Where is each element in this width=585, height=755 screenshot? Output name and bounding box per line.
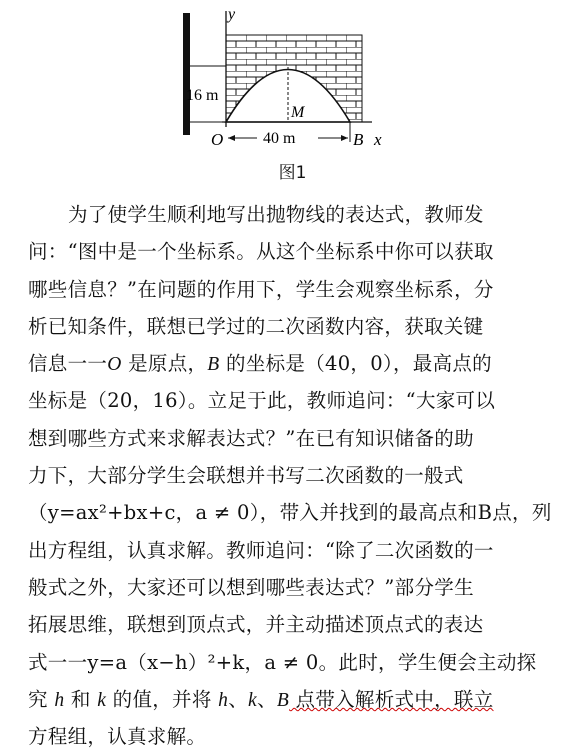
left-arrowhead — [228, 135, 235, 141]
math-variable: k — [97, 689, 107, 711]
text-segment: 的值，并将 — [106, 687, 219, 711]
vertex-m-label: M — [291, 104, 305, 121]
paragraph-line: 哪些信息？”在问题的作用下，学生会观察坐标系，分 — [28, 277, 494, 301]
text-segment: 信息一一 — [28, 352, 108, 376]
math-variable: h — [54, 689, 65, 711]
math-variable: k — [248, 689, 257, 711]
text-segment: 究 — [28, 687, 55, 711]
origin-label: O — [211, 130, 224, 149]
coordinate-diagram — [150, 5, 430, 165]
text-segment: 、 — [257, 687, 277, 711]
height-bar — [183, 13, 190, 135]
text-segment: 和 — [64, 687, 98, 711]
paragraph-line: （y=ax²+bx+c，a ≠ 0），带入并找到的最高点和B点，列 — [28, 501, 552, 525]
bridge-figure — [150, 5, 430, 165]
paragraph-line: 拓展思维，联想到顶点式，并主动描述顶点式的表达 — [28, 613, 484, 637]
paragraph-line: 坐标是（20，16）。立足于此，教师追问：“大家可以 — [28, 389, 496, 413]
right-arrowhead — [341, 135, 348, 141]
math-variable: h — [218, 689, 229, 711]
article-body — [28, 196, 558, 755]
y-axis-label: y — [228, 6, 236, 23]
paragraph-line: 为了使学生顺利地写出抛物线的表达式，教师发 — [68, 203, 484, 226]
paragraph-line: 力下，大部分学生会联想并书写二次函数的一般式 — [28, 464, 464, 488]
math-variable: B — [207, 354, 220, 376]
paragraph-line — [28, 681, 558, 718]
text-segment: 、 — [228, 687, 249, 711]
paragraph-line: 析已知条件，联想已学过的二次函数内容，获取关键 — [28, 314, 484, 338]
paragraph-line: 出方程组，认真求解。教师追问：“除了二次函数的一 — [28, 538, 494, 562]
math-variable: O — [107, 354, 122, 376]
paragraph-line: 问：“图中是一个坐标系。从这个坐标系中你可以获取 — [28, 240, 494, 264]
text-segment: 点带入解析式中，联立 — [289, 687, 494, 711]
paragraph-line: 想到哪些方式来求解表达式？”在已有知识储备的助 — [28, 426, 474, 450]
x-axis-label: x — [374, 130, 382, 149]
text-segment: 的坐标是（40，0），最高点的 — [219, 352, 492, 376]
height-label: 16 m — [186, 87, 219, 104]
paragraph-line: 般式之外，大家还可以想到哪些表达式？”部分学生 — [28, 575, 474, 599]
paragraph-line — [28, 345, 558, 382]
point-b-label: B — [353, 130, 364, 149]
text-segment: 是原点， — [121, 352, 208, 376]
width-label: 40 m — [263, 130, 296, 147]
paragraph-line: 式一一y=a（x−h）²+k，a ≠ 0。此时，学生便会主动探 — [28, 650, 537, 674]
math-variable: B — [276, 689, 290, 711]
figure-caption: 图1 — [278, 163, 307, 183]
paragraph-line: 方程组，认真求解。 — [28, 725, 207, 749]
